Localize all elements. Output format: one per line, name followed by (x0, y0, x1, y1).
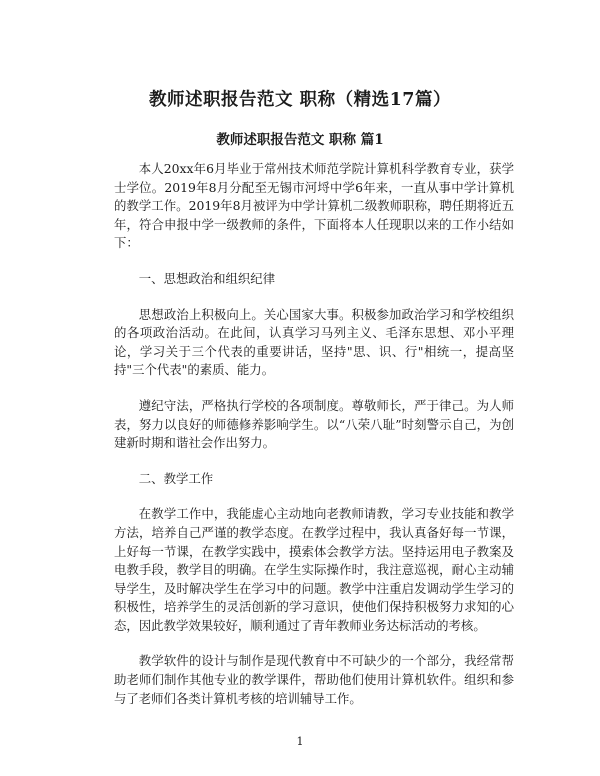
heading-teaching: 二、教学工作 (138, 470, 214, 486)
heading-politics: 一、思想政治和组织纪律 (138, 270, 276, 286)
paragraph-software: 教学软件的设计与制作是现代教育中不可缺少的一个部分，我经常帮助老师们制作其他专业的教学课件，帮助他们使用计算机软件。组织和参与了老师们各类计算机考核的培训辅导工作。 (114, 653, 514, 706)
document-title: 教师述职报告范文 职称（精选17篇） (149, 90, 451, 110)
paragraph-teaching: 在教学工作中，我能虚心主动地向老教师请教，学习专业技能和教学方法，培养自己严谨的教学态度。在教学过程中，我认真备好每一节课，上好每一节课，在教学实践中，摸索体会教学方法。坚持运用电子教案及电教手段，教学目的明确。在学生实际操作时，我注意巡视，耐心主动辅导学生，及时解决学生在学习中的问题。教学中注重启发调动学生学习的积极性，培养学生的灵活创新的学习意识，使他们保持积极努力求知的心态，因此教学效果较好，顺利通过了青年教师业务达标活动的考核。 (114, 506, 514, 633)
paragraph-discipline: 遵纪守法，严格执行学校的各项制度。尊敬师长，严于律己。为人师表，努力以良好的师德修养影响学生。以“八荣八耻”时刻警示自己，为创建新时期和谐社会作出努力。 (114, 397, 514, 451)
page-number: 1 (296, 735, 304, 748)
paragraph-intro: 本人20xx年6月毕业于常州技术师范学院计算机科学教育专业，获学士学位。2019年8月分配至无锡市河埒中学6年来，一直从事中学计算机的教学工作。2019年8月被评为中学计算机二级教师职称，聘任期将近五年，符合申报中学一级教师的条件，下面将本人任现职以来的工作小结如下： (114, 161, 514, 251)
document-body (114, 160, 514, 725)
paragraph-politics: 思想政治上积极向上。关心国家大事。积极参加政治学习和学校组织的各项政治活动。在此间，认真学习马列主义、毛泽东思想、邓小平理论，学习关于三个代表的重要讲话，坚持"思、识、行"相统一，提高坚持"三个代表"的素质、能力。 (114, 306, 514, 378)
section-title: 教师述职报告范文 职称 篇1 (216, 132, 384, 148)
